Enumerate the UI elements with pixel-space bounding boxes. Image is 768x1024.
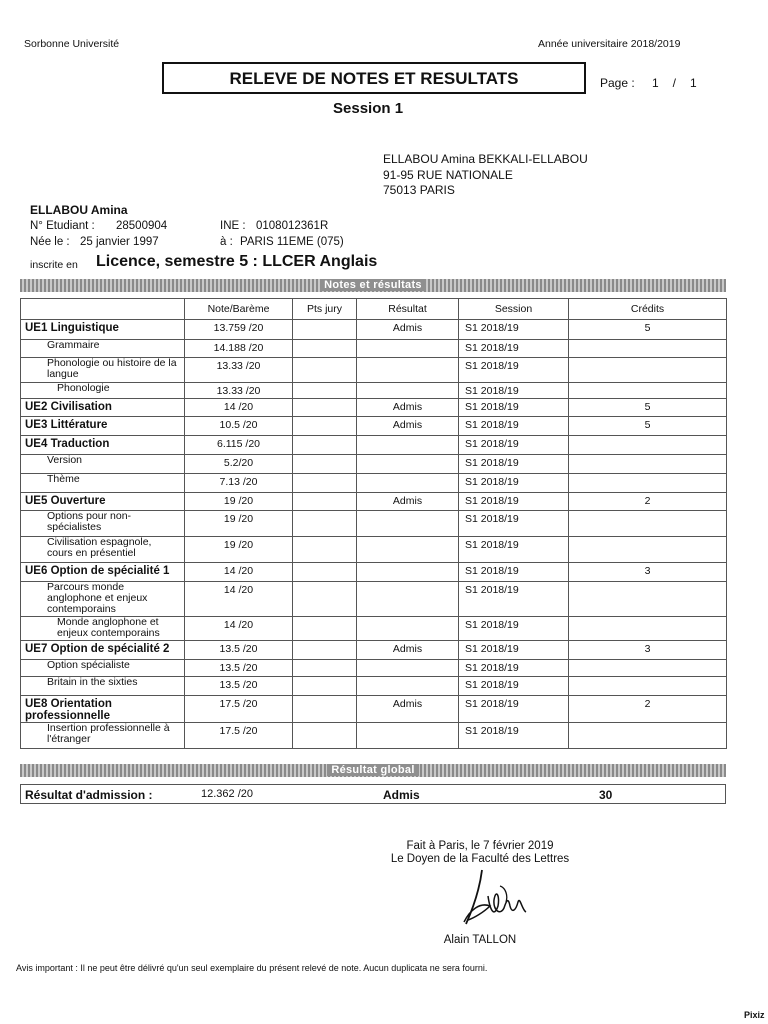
course-jury bbox=[293, 455, 357, 474]
table-row bbox=[21, 320, 727, 340]
footer-notice: Avis important : Il ne peut être délivré qu'un seul exemplaire du présent relevé de note. Aucun duplicata ne sera fourni. bbox=[16, 963, 488, 973]
table-row bbox=[21, 399, 727, 417]
course-name: UE4 Traduction bbox=[21, 436, 185, 455]
course-credits bbox=[569, 582, 727, 617]
course-session: S1 2018/19 bbox=[459, 563, 569, 582]
course-result: Admis bbox=[357, 320, 459, 340]
signatory-role: Le Doyen de la Faculté des Lettres bbox=[390, 853, 570, 865]
course-session: S1 2018/19 bbox=[459, 493, 569, 511]
course-note: 14.188 /20 bbox=[185, 340, 293, 358]
course-session: S1 2018/19 bbox=[459, 320, 569, 340]
course-name: UE5 Ouverture bbox=[21, 493, 185, 511]
table-row bbox=[21, 383, 727, 399]
course-session: S1 2018/19 bbox=[459, 537, 569, 563]
course-result: Admis bbox=[357, 493, 459, 511]
table-row bbox=[21, 340, 727, 358]
course-note: 14 /20 bbox=[185, 582, 293, 617]
signatory-name: Alain TALLON bbox=[443, 934, 517, 946]
course-jury bbox=[293, 320, 357, 340]
course-credits: 5 bbox=[569, 417, 727, 436]
course-jury bbox=[293, 399, 357, 417]
course-note: 14 /20 bbox=[185, 399, 293, 417]
course-name: Version bbox=[21, 455, 185, 474]
course-note: 6.115 /20 bbox=[185, 436, 293, 455]
course-note: 19 /20 bbox=[185, 537, 293, 563]
course-note: 13.5 /20 bbox=[185, 677, 293, 696]
course-name: Thème bbox=[21, 474, 185, 493]
course-jury bbox=[293, 660, 357, 677]
course-result bbox=[357, 340, 459, 358]
admission-result: Admis bbox=[383, 788, 420, 802]
course-name: Grammaire bbox=[21, 340, 185, 358]
admission-result-row bbox=[20, 784, 726, 804]
course-credits bbox=[569, 474, 727, 493]
course-jury bbox=[293, 436, 357, 455]
course-credits bbox=[569, 677, 727, 696]
notes-section-band bbox=[20, 279, 726, 292]
table-row bbox=[21, 537, 727, 563]
course-jury bbox=[293, 417, 357, 436]
global-section-band bbox=[20, 764, 726, 777]
course-credits bbox=[569, 340, 727, 358]
course-note: 13.33 /20 bbox=[185, 358, 293, 383]
course-session: S1 2018/19 bbox=[459, 660, 569, 677]
student-number: 28500904 bbox=[116, 220, 168, 232]
course-credits: 3 bbox=[569, 563, 727, 582]
course-note: 13.5 /20 bbox=[185, 660, 293, 677]
course-result: Admis bbox=[357, 417, 459, 436]
table-row bbox=[21, 511, 727, 537]
header-note: Note/Barème bbox=[185, 299, 293, 320]
program-title: Licence, semestre 5 : LLCER Anglais bbox=[96, 253, 378, 270]
course-name: UE2 Civilisation bbox=[21, 399, 185, 417]
table-row bbox=[21, 358, 727, 383]
table-row bbox=[21, 660, 727, 677]
course-note: 14 /20 bbox=[185, 617, 293, 641]
course-jury bbox=[293, 617, 357, 641]
course-jury bbox=[293, 340, 357, 358]
student-name: ELLABOU Amina bbox=[30, 203, 128, 217]
course-session: S1 2018/19 bbox=[459, 617, 569, 641]
header-course bbox=[21, 299, 185, 320]
session-title: Session 1 bbox=[333, 100, 404, 117]
page-label: Page : bbox=[600, 76, 635, 90]
course-session: S1 2018/19 bbox=[459, 696, 569, 723]
course-jury bbox=[293, 511, 357, 537]
course-note: 13.33 /20 bbox=[185, 383, 293, 399]
course-result: Admis bbox=[357, 641, 459, 660]
course-name: Phonologie ou histoire de la langue bbox=[21, 358, 185, 383]
course-result bbox=[357, 383, 459, 399]
table-row bbox=[21, 617, 727, 641]
ine-value: 0108012361R bbox=[256, 220, 329, 232]
table-row bbox=[21, 723, 727, 749]
course-jury bbox=[293, 582, 357, 617]
student-number-label: N° Etudiant : bbox=[30, 220, 95, 232]
course-result bbox=[357, 563, 459, 582]
course-credits bbox=[569, 723, 727, 749]
course-name: UE8 Orientation professionnelle bbox=[21, 696, 185, 723]
course-note: 13.759 /20 bbox=[185, 320, 293, 340]
table-row bbox=[21, 436, 727, 455]
course-name: UE3 Littérature bbox=[21, 417, 185, 436]
watermark-text: Pixiz bbox=[744, 1010, 765, 1020]
admission-note: 12.362 /20 bbox=[201, 788, 253, 800]
course-credits bbox=[569, 537, 727, 563]
signature-image bbox=[460, 866, 540, 930]
table-row bbox=[21, 563, 727, 582]
course-jury bbox=[293, 677, 357, 696]
course-result bbox=[357, 358, 459, 383]
ine-label: INE : bbox=[220, 220, 246, 232]
course-result bbox=[357, 660, 459, 677]
course-credits bbox=[569, 511, 727, 537]
course-jury bbox=[293, 474, 357, 493]
course-session: S1 2018/19 bbox=[459, 723, 569, 749]
course-result bbox=[357, 511, 459, 537]
course-result: Admis bbox=[357, 399, 459, 417]
course-session: S1 2018/19 bbox=[459, 417, 569, 436]
birth-place: PARIS 11EME (075) bbox=[240, 236, 344, 248]
enrolled-label: inscrite en bbox=[30, 259, 78, 271]
address-line-1: ELLABOU Amina BEKKALI-ELLABOU bbox=[383, 152, 588, 166]
document-title: RELEVE DE NOTES ET RESULTATS bbox=[162, 62, 586, 94]
address-line-3: 75013 PARIS bbox=[383, 183, 455, 197]
course-credits bbox=[569, 455, 727, 474]
course-session: S1 2018/19 bbox=[459, 383, 569, 399]
course-session: S1 2018/19 bbox=[459, 582, 569, 617]
course-note: 17.5 /20 bbox=[185, 723, 293, 749]
course-note: 7.13 /20 bbox=[185, 474, 293, 493]
header-jury: Pts jury bbox=[293, 299, 357, 320]
course-jury bbox=[293, 537, 357, 563]
course-note: 19 /20 bbox=[185, 493, 293, 511]
course-session: S1 2018/19 bbox=[459, 474, 569, 493]
grades-table bbox=[20, 298, 727, 749]
admission-label: Résultat d'admission : bbox=[25, 788, 153, 802]
course-name: Parcours monde anglophone et enjeux contemporains bbox=[21, 582, 185, 617]
course-session: S1 2018/19 bbox=[459, 358, 569, 383]
course-name: UE7 Option de spécialité 2 bbox=[21, 641, 185, 660]
course-note: 17.5 /20 bbox=[185, 696, 293, 723]
table-row bbox=[21, 493, 727, 511]
birth-place-label: à : bbox=[220, 236, 233, 248]
university-name: Sorbonne Université bbox=[24, 38, 120, 50]
course-jury bbox=[293, 493, 357, 511]
table-row bbox=[21, 677, 727, 696]
course-name: Option spécialiste bbox=[21, 660, 185, 677]
course-credits bbox=[569, 358, 727, 383]
place-date: Fait à Paris, le 7 février 2019 bbox=[406, 840, 554, 852]
course-name: Civilisation espagnole, cours en présentiel bbox=[21, 537, 185, 563]
course-jury bbox=[293, 563, 357, 582]
course-note: 5.2/20 bbox=[185, 455, 293, 474]
table-row bbox=[21, 582, 727, 617]
notes-section-title: Notes et résultats bbox=[320, 279, 426, 291]
course-credits: 3 bbox=[569, 641, 727, 660]
course-name: Britain in the sixties bbox=[21, 677, 185, 696]
course-result bbox=[357, 455, 459, 474]
course-name: Phonologie bbox=[21, 383, 185, 399]
table-row bbox=[21, 641, 727, 660]
course-jury bbox=[293, 696, 357, 723]
table-header-row bbox=[21, 299, 727, 320]
course-name: Insertion professionnelle à l'étranger bbox=[21, 723, 185, 749]
course-note: 10.5 /20 bbox=[185, 417, 293, 436]
course-credits bbox=[569, 617, 727, 641]
course-name: Options pour non-spécialistes bbox=[21, 511, 185, 537]
course-session: S1 2018/19 bbox=[459, 641, 569, 660]
course-credits: 5 bbox=[569, 320, 727, 340]
table-row bbox=[21, 417, 727, 436]
course-note: 19 /20 bbox=[185, 511, 293, 537]
course-session: S1 2018/19 bbox=[459, 340, 569, 358]
course-result bbox=[357, 723, 459, 749]
course-result bbox=[357, 537, 459, 563]
course-credits bbox=[569, 436, 727, 455]
course-result bbox=[357, 436, 459, 455]
course-note: 13.5 /20 bbox=[185, 641, 293, 660]
course-credits: 2 bbox=[569, 696, 727, 723]
course-jury bbox=[293, 723, 357, 749]
academic-year: Année universitaire 2018/2019 bbox=[538, 38, 681, 50]
header-result: Résultat bbox=[357, 299, 459, 320]
header-session: Session bbox=[459, 299, 569, 320]
course-jury bbox=[293, 383, 357, 399]
course-credits: 5 bbox=[569, 399, 727, 417]
birth-label: Née le : bbox=[30, 236, 70, 248]
course-note: 14 /20 bbox=[185, 563, 293, 582]
admission-credits: 30 bbox=[599, 788, 613, 802]
course-session: S1 2018/19 bbox=[459, 677, 569, 696]
birth-date: 25 janvier 1997 bbox=[80, 236, 159, 248]
course-name: UE1 Linguistique bbox=[21, 320, 185, 340]
header-credits: Crédits bbox=[569, 299, 727, 320]
course-jury bbox=[293, 641, 357, 660]
global-section-title: Résultat global bbox=[327, 764, 418, 776]
course-credits bbox=[569, 383, 727, 399]
course-credits bbox=[569, 660, 727, 677]
course-name: UE6 Option de spécialité 1 bbox=[21, 563, 185, 582]
course-result bbox=[357, 617, 459, 641]
course-session: S1 2018/19 bbox=[459, 511, 569, 537]
course-result bbox=[357, 582, 459, 617]
course-credits: 2 bbox=[569, 493, 727, 511]
address-line-2: 91-95 RUE NATIONALE bbox=[383, 168, 513, 182]
course-result bbox=[357, 474, 459, 493]
course-result bbox=[357, 677, 459, 696]
table-row bbox=[21, 696, 727, 723]
table-row bbox=[21, 474, 727, 493]
course-session: S1 2018/19 bbox=[459, 436, 569, 455]
table-row bbox=[21, 455, 727, 474]
course-result: Admis bbox=[357, 696, 459, 723]
course-name: Monde anglophone et enjeux contemporains bbox=[21, 617, 185, 641]
page-number: 1 / 1 bbox=[652, 76, 698, 90]
course-jury bbox=[293, 358, 357, 383]
course-session: S1 2018/19 bbox=[459, 399, 569, 417]
course-session: S1 2018/19 bbox=[459, 455, 569, 474]
